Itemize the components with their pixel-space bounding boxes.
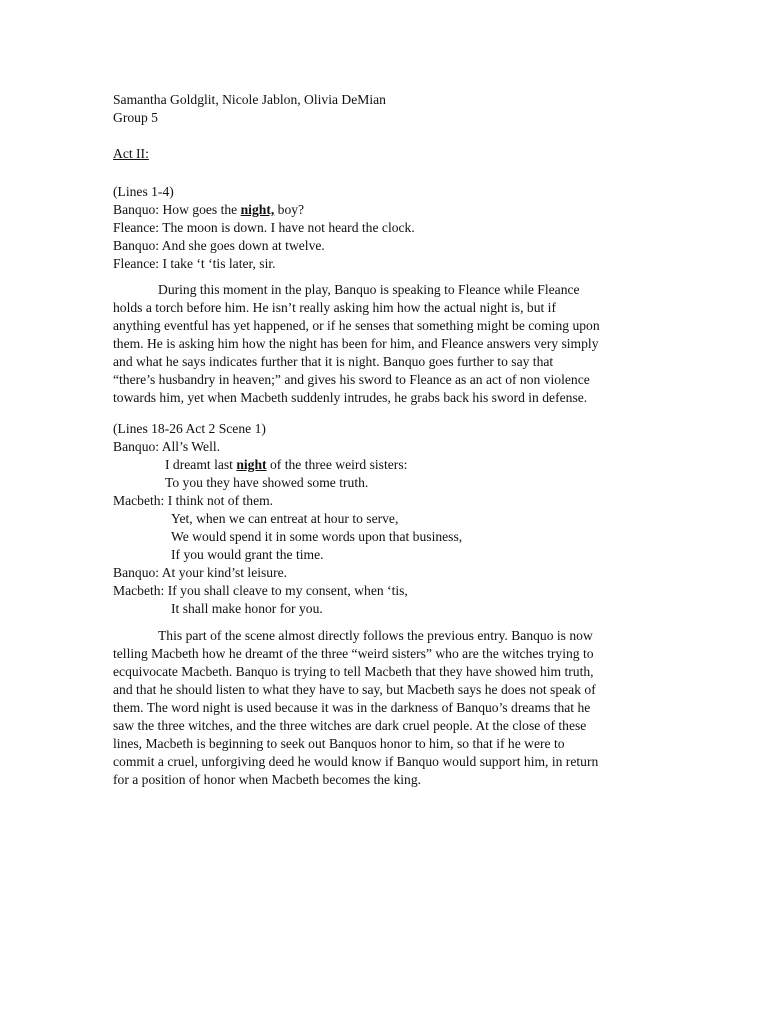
blank-line: [113, 127, 386, 145]
quote-line: [113, 456, 462, 474]
quote-line: Banquo: At your kind’st leisure.: [113, 565, 288, 580]
paragraph-line: for a position of honor when Macbeth becomes the king.: [113, 772, 422, 787]
highlighted-word: night: [236, 457, 267, 472]
paragraph-line: towards him, yet when Macbeth suddenly intrudes, he grabs back his sword in defense.: [113, 390, 588, 405]
quote-section-1: [113, 183, 415, 273]
act-heading: Act II:: [113, 146, 149, 161]
paragraph-line: holds a torch before him. He isn’t really asking him how the actual night is, but if: [113, 300, 556, 315]
quote-section-2: [113, 420, 462, 618]
paragraph-line: saw the three witches, and the three witches are dark cruel people. At the close of these: [113, 718, 587, 733]
quote-line: [113, 201, 415, 219]
quote-line: To you they have showed some truth.: [165, 475, 369, 490]
quote-line: Macbeth: If you shall cleave to my consent, when ‘tis,: [113, 583, 408, 598]
quote-line: Fleance: The moon is down. I have not heard the clock.: [113, 220, 415, 235]
paragraph-line: them. He is asking him how the night has been for him, and Fleance answers very simply: [113, 336, 599, 351]
paragraph-line: them. The word night is used because it was in the darkness of Banquo’s dreams that he: [113, 700, 591, 715]
quote-line: If you would grant the time.: [171, 547, 324, 562]
quote-text: Banquo: How goes the: [113, 202, 241, 217]
paragraph-line: “there’s husbandry in heaven;” and gives his sword to Fleance as an act of non violence: [113, 372, 590, 387]
authors-line: Samantha Goldglit, Nicole Jablon, Olivia DeMian: [113, 92, 386, 107]
paragraph-line: and that he should listen to what they have to say, but Macbeth says he does not speak of: [113, 682, 596, 697]
quote-line: Banquo: All’s Well.: [113, 439, 221, 454]
analysis-paragraph-2: [113, 627, 658, 789]
quote-line: Banquo: And she goes down at twelve.: [113, 238, 325, 253]
quote-text: I dreamt last: [165, 457, 237, 472]
quote-line: Yet, when we can entreat at hour to serve,: [171, 511, 399, 526]
paragraph-line: anything eventful has yet happened, or if he senses that something might be coming upon: [113, 318, 600, 333]
highlighted-word: night,: [240, 202, 275, 217]
paragraph-line: During this moment in the play, Banquo is speaking to Fleance while Fleance: [158, 282, 580, 297]
analysis-paragraph-1: [113, 281, 658, 407]
quote-text: of the three weird sisters:: [266, 457, 408, 472]
quote-text: boy?: [274, 202, 305, 217]
paragraph-line: lines, Macbeth is beginning to seek out Banquos honor to him, so that if he were to: [113, 736, 565, 751]
group-line: Group 5: [113, 110, 158, 125]
quote-line: We would spend it in some words upon that business,: [171, 529, 463, 544]
paragraph-line: This part of the scene almost directly follows the previous entry. Banquo is now: [158, 628, 593, 643]
quote-line: Macbeth: I think not of them.: [113, 493, 274, 508]
lines-label-2: (Lines 18-26 Act 2 Scene 1): [113, 421, 266, 436]
quote-line: Fleance: I take ‘t ‘tis later, sir.: [113, 256, 276, 271]
paragraph-line: telling Macbeth how he dreamt of the three “weird sisters” who are the witches trying to: [113, 646, 594, 661]
paragraph-line: ecquivocate Macbeth. Banquo is trying to tell Macbeth that they have showed him truth,: [113, 664, 594, 679]
document-header: [113, 91, 386, 163]
paragraph-line: and what he says indicates further that it is night. Banquo goes further to say that: [113, 354, 554, 369]
lines-label-1: (Lines 1-4): [113, 184, 174, 199]
paragraph-line: commit a cruel, unforgiving deed he would know if Banquo would support him, in return: [113, 754, 599, 769]
quote-line: It shall make honor for you.: [171, 601, 323, 616]
